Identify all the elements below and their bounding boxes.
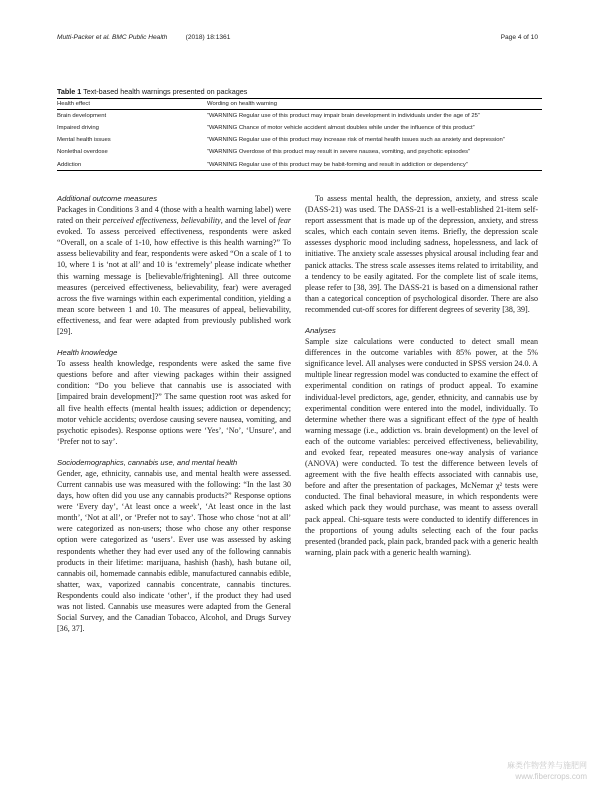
health-warnings-table <box>57 98 542 171</box>
table-row <box>57 146 542 158</box>
table-row <box>57 122 542 134</box>
section-heading: Additional outcome measures <box>57 194 158 203</box>
paragraph-sociodemographics: Gender, age, ethnicity, cannabis use, and mental health were assessed. Current cannabis use was measured with the following: “In the last 30 days, how often did you use any cannabis products?” Response options were ‘Every day’, ‘At least once a week’, ‘At least once in the last month’, ‘Not at all’, or ‘Prefer not to say’. Those who chose ‘not at all’ were categorized as non-users; those who chose any other response option were categorized as ‘users’. Ever use was assessed by asking respondents whether they had ever used any of the following cannabis products in their lifetime: marijuana, hashish (hash), hash butane oil, cannabis oil, homemade cannabis edible, manufactured cannabis edible, shatter, wax, vaporized cannabis concentrate, cannabis tinctures. Respondents could also indicate ‘other’, if the product they had used was not listed. Cannabis use measures were adapted from the General Social Survey, and the Canadian Tobacco, Alcohol, and Drugs Survey [36, 37]. <box>57 468 291 634</box>
right-column <box>305 193 538 558</box>
table-row <box>57 158 542 171</box>
section-heading: Analyses <box>305 326 336 336</box>
paragraph-mental-health: To assess mental health, the depression, anxiety, and stress scale (DASS-21) was used. The DASS-21 is a well-established 21-item self-report assessment that is made up of the depression, anxiety, and stress scales, which each contain seven items. Briefly, the depression scale assesses dysphoric mood including sadness, hopelessness, and lack of initiative. The anxiety scale assesses physical arousal including fear and panick attacks. The stress scale assesses items related to irritability, and a tendency to be easily agitated. For the complete list of scale items, please refer to [38, 39]. The DASS-21 is based on a dimensional rather than a categorical conception of psychological disorder. There are also recommended cut-off scores for different degrees of severity [38, 39]. <box>305 194 538 314</box>
warning-wording-cell: “WARNING Overdose of this product may result in severe nausea, vomiting, and psychotic episodes” <box>207 149 471 156</box>
watermark-cn: 麻类作物营养与施肥网 <box>507 761 587 770</box>
table-caption-text: Text-based health warnings presented on packages <box>83 87 248 96</box>
warning-wording-cell: “WARNING Chance of motor vehicle accident almost doubles while under the influence of this product” <box>207 124 475 131</box>
warning-wording-cell: “WARNING Regular use of this product may be habit-forming and result in addiction or dependency” <box>207 158 542 171</box>
page-number: Page 4 of 10 <box>500 34 538 41</box>
column-header: Wording on health warning <box>207 99 542 110</box>
health-effect-cell: Impaired driving <box>57 124 99 131</box>
table-row <box>57 134 542 146</box>
table-caption <box>57 87 542 96</box>
watermark-url: www.fibercrops.com <box>515 772 587 781</box>
table-row <box>57 109 542 122</box>
paragraph-health-knowledge: To assess health knowledge, respondents were asked the same five questions before and after viewing packages within their assigned condition: “Do you believe that cannabis use is associated with [impaired brain development]?” The same question root was asked for all five health effects (mental health issues; addiction or dependency; motor vehicle accidents; overdose causing severe nausea, vomiting, and psychotic episodes). Response options were ‘Yes’, ‘No’, ‘Unsure’, and ‘Prefer not to say’. <box>57 359 291 446</box>
section-heading: Health knowledge <box>57 348 118 358</box>
column-header: Health effect <box>57 99 207 110</box>
warning-wording-cell: “WARNING Regular use of this product may increase risk of mental health issues such as anxiety and depression” <box>207 137 505 144</box>
health-effect-cell: Mental health issues <box>57 137 111 144</box>
health-effect-cell: Brain development <box>57 112 107 119</box>
table-label: Table 1 <box>57 87 82 96</box>
health-effect-cell: Nonlethal overdose <box>57 149 108 156</box>
citation: (2018) 18:1361 <box>185 34 231 41</box>
paragraph-analyses: Sample size calculations were conducted to detect small mean differences in the outcome variables with 85% power, at the 5% significance level. All analyses were conducted in SPSS version 24.0. A multiple linear regression model was conducted to examine the effect of experimental condition on ratings of product appeal. To examine individual-level predictors, age, gender, ethnicity, and cannabis use by experimental condition were entered into the model, individually. To determine whether there was a significant effect of the type of health warning message (i.e., addiction vs. brain development) on the level of each of the outcome variables: perceived effectiveness, believability, and evoked fear, repeated measures one-way analysis of variance (ANOVA) were conducted. To test the difference between levels of agreement with the five health effects associated with cannabis use, before and after the presentation of packages, McNemar χ² tests were conducted. The final behavioral measure, in which respondents were asked which pack they would purchase, was meant to assess overall pack appeal. Chi-square tests were conducted to identify differences in the proportions of young adults selecting each of the four packs presented (branded pack, plain pack, branded pack with a generic health warning, plain pack with a generic health warning). <box>305 337 539 557</box>
paragraph-additional-outcomes: Packages in Conditions 3 and 4 (those with a health warning label) were rated on their perceived effectiveness, believability, and the level of fear evoked. To assess perceived effectiveness, respondents were asked “Overall, on a scale of 1-10, how effective is this health warning?” To assess believability and fear, respondents were asked “On a scale of 1 to 10, where 1 is ‘not at all’ and 10 is ‘extremely’ please indicate whether this warning message is [believable/frightening]. All three outcome measures (perceived effectiveness, believability, fear) were averaged across the five warnings within each experimental condition, yielding a mean score between 1 and 10. The measures of appeal, believability, effectiveness, and fear were adapted from previously published work [29]. <box>57 205 291 337</box>
warning-wording-cell: “WARNING Regular use of this product may impair brain development in individuals under the age of 25” <box>207 112 480 119</box>
table-header-row <box>57 99 542 110</box>
journal-name: Mutti-Packer et al. BMC Public Health <box>57 34 168 41</box>
left-column <box>57 193 291 634</box>
running-header <box>57 34 230 41</box>
health-effect-cell: Addiction <box>57 158 207 171</box>
section-heading: Sociodemographics, cannabis use, and mental health <box>57 457 238 467</box>
